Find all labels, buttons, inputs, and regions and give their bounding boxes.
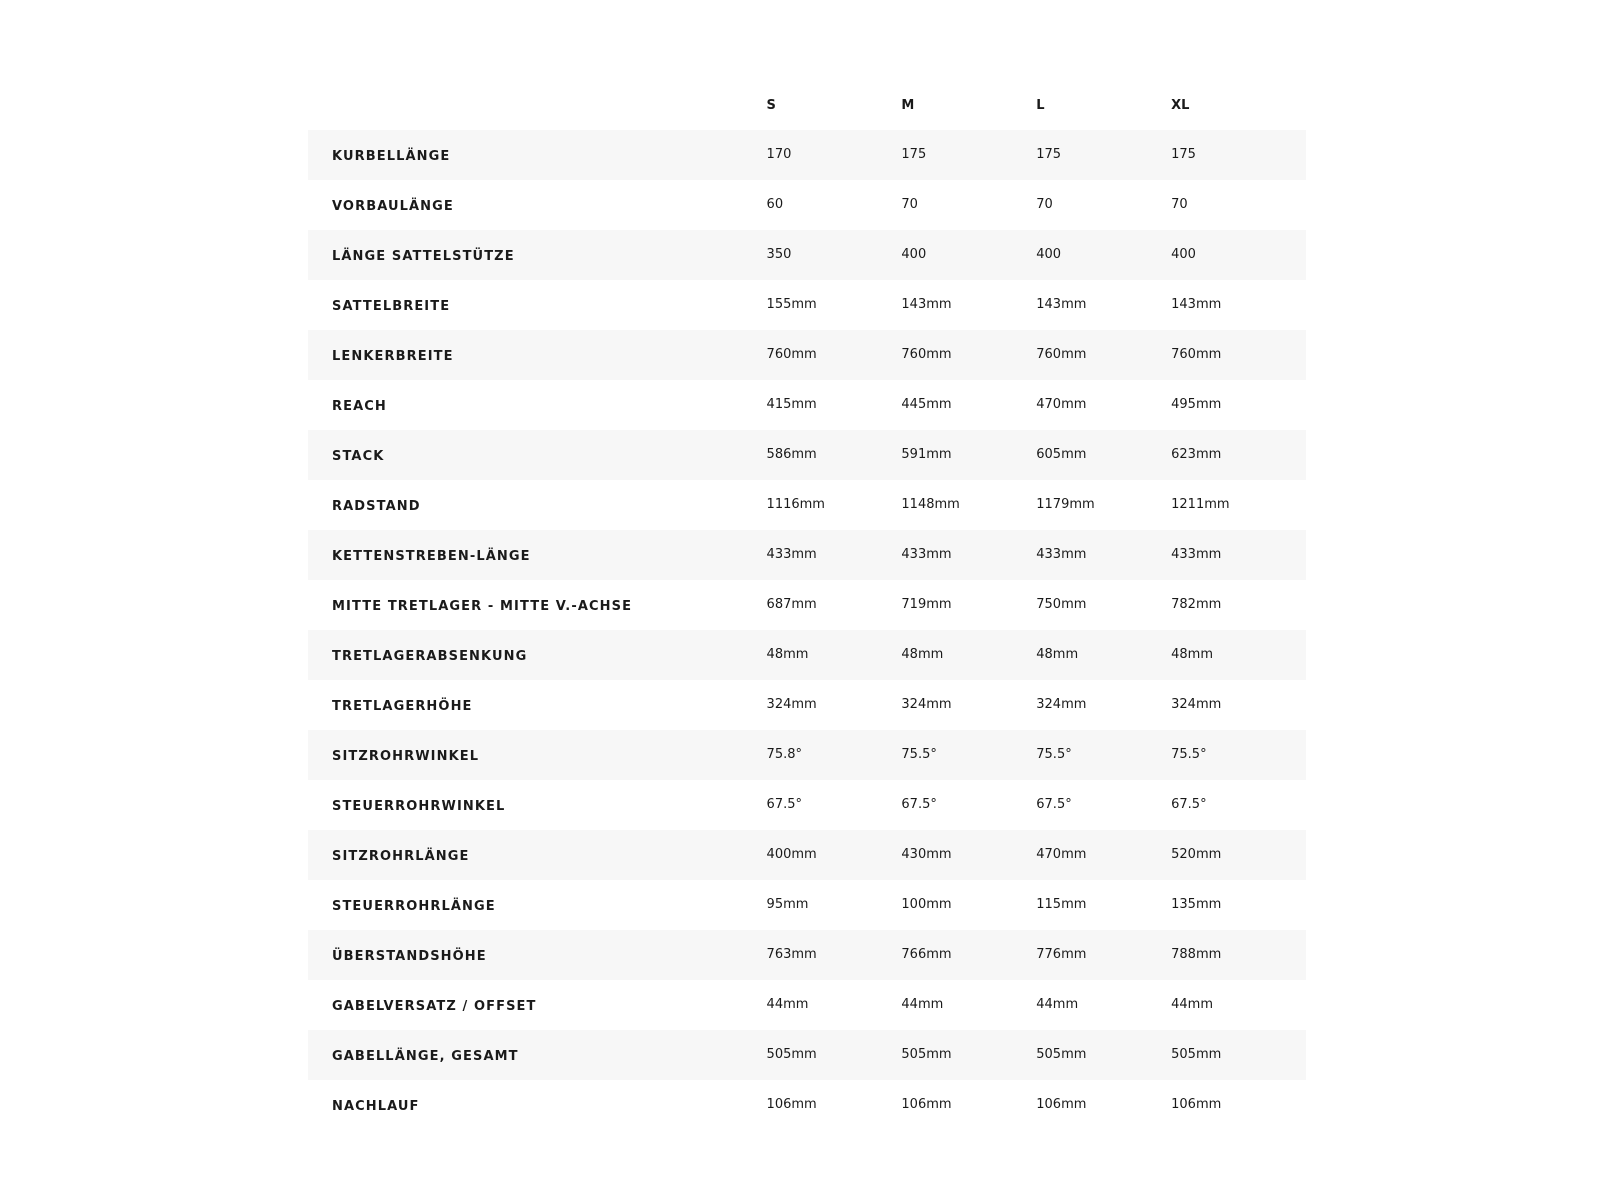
row-value-m: 433mm xyxy=(901,546,952,562)
row-value-m: 445mm xyxy=(901,396,952,412)
row-value-xl: 788mm xyxy=(1171,946,1222,962)
row-value-l: 48mm xyxy=(1036,646,1079,662)
row-label: MITTE TRETLAGER - MITTE V.-ACHSE xyxy=(332,598,633,614)
table-row xyxy=(308,580,1306,630)
table-row xyxy=(308,780,1306,830)
table-body xyxy=(308,130,1306,1130)
row-value-l: 505mm xyxy=(1036,1046,1087,1062)
row-value-s: 505mm xyxy=(766,1046,817,1062)
row-value-m: 1148mm xyxy=(901,496,960,512)
row-value-xl: 433mm xyxy=(1171,546,1222,562)
table-row xyxy=(308,330,1306,380)
row-value-s: 75.8° xyxy=(766,746,802,762)
row-value-xl: 520mm xyxy=(1171,846,1222,862)
row-value-m: 505mm xyxy=(901,1046,952,1062)
row-value-s: 760mm xyxy=(766,346,817,362)
table-row xyxy=(308,980,1306,1030)
row-value-s: 155mm xyxy=(766,296,817,312)
table-row xyxy=(308,130,1306,180)
row-label: RADSTAND xyxy=(332,498,421,514)
row-value-s: 324mm xyxy=(766,696,817,712)
row-value-m: 106mm xyxy=(901,1096,952,1112)
row-value-l: 67.5° xyxy=(1036,796,1072,812)
row-value-l: 776mm xyxy=(1036,946,1087,962)
row-value-m: 70 xyxy=(901,196,918,212)
table-header-row xyxy=(308,80,1306,130)
row-value-s: 400mm xyxy=(766,846,817,862)
row-value-xl: 400 xyxy=(1171,246,1196,262)
geometry-table xyxy=(308,80,1306,1130)
row-label: KETTENSTREBEN-LÄNGE xyxy=(332,548,531,564)
row-value-s: 106mm xyxy=(766,1096,817,1112)
row-value-m: 75.5° xyxy=(901,746,937,762)
table-row xyxy=(308,880,1306,930)
row-value-s: 687mm xyxy=(766,596,817,612)
table-row xyxy=(308,480,1306,530)
row-value-s: 415mm xyxy=(766,396,817,412)
table-row xyxy=(308,230,1306,280)
table-row xyxy=(308,930,1306,980)
row-value-l: 115mm xyxy=(1036,896,1087,912)
row-value-l: 75.5° xyxy=(1036,746,1072,762)
row-value-m: 44mm xyxy=(901,996,944,1012)
row-label: GABELLÄNGE, GESAMT xyxy=(332,1048,519,1064)
row-label: TRETLAGERHÖHE xyxy=(332,698,473,714)
row-label: REACH xyxy=(332,398,387,414)
row-value-l: 470mm xyxy=(1036,396,1087,412)
row-value-s: 48mm xyxy=(766,646,809,662)
table-row xyxy=(308,630,1306,680)
row-label: ÜBERSTANDSHÖHE xyxy=(332,948,487,964)
row-label: SITZROHRLÄNGE xyxy=(332,848,470,864)
size-header-xl: XL xyxy=(1171,97,1190,113)
size-header-l: L xyxy=(1036,97,1045,113)
row-value-xl: 44mm xyxy=(1171,996,1213,1012)
row-value-m: 766mm xyxy=(901,946,952,962)
row-label: LENKERBREITE xyxy=(332,348,454,364)
row-value-l: 70 xyxy=(1036,196,1053,212)
row-value-xl: 135mm xyxy=(1171,896,1222,912)
row-value-l: 605mm xyxy=(1036,446,1087,462)
row-value-m: 100mm xyxy=(901,896,952,912)
row-value-s: 95mm xyxy=(766,896,809,912)
row-value-xl: 70 xyxy=(1171,196,1188,212)
row-value-l: 760mm xyxy=(1036,346,1087,362)
table-row xyxy=(308,280,1306,330)
table-row xyxy=(308,530,1306,580)
size-header-m: M xyxy=(901,97,915,113)
row-value-l: 324mm xyxy=(1036,696,1087,712)
row-value-xl: 623mm xyxy=(1171,446,1222,462)
row-label: STACK xyxy=(332,448,385,464)
row-value-l: 750mm xyxy=(1036,596,1087,612)
row-value-xl: 760mm xyxy=(1171,346,1222,362)
row-value-xl: 505mm xyxy=(1171,1046,1222,1062)
row-value-xl: 67.5° xyxy=(1171,796,1207,812)
table-row xyxy=(308,680,1306,730)
row-value-s: 44mm xyxy=(766,996,809,1012)
table-row xyxy=(308,830,1306,880)
row-label: SITZROHRWINKEL xyxy=(332,748,480,764)
table-row xyxy=(308,1030,1306,1080)
row-value-xl: 1211mm xyxy=(1171,496,1230,512)
row-value-m: 67.5° xyxy=(901,796,937,812)
row-value-s: 170 xyxy=(766,146,792,162)
row-label: NACHLAUF xyxy=(332,1098,420,1114)
row-value-xl: 324mm xyxy=(1171,696,1222,712)
row-label: STEUERROHRWINKEL xyxy=(332,798,506,814)
row-value-m: 760mm xyxy=(901,346,952,362)
row-value-s: 60 xyxy=(766,196,784,212)
row-label: STEUERROHRLÄNGE xyxy=(332,898,496,914)
row-value-m: 430mm xyxy=(901,846,952,862)
row-value-l: 470mm xyxy=(1036,846,1087,862)
row-label: LÄNGE SATTELSTÜTZE xyxy=(332,248,515,264)
row-label: KURBELLÄNGE xyxy=(332,148,451,164)
row-value-xl: 782mm xyxy=(1171,596,1222,612)
row-value-xl: 495mm xyxy=(1171,396,1222,412)
table-row xyxy=(308,1080,1306,1130)
row-value-s: 586mm xyxy=(766,446,817,462)
row-value-l: 175 xyxy=(1036,146,1062,162)
table-row xyxy=(308,430,1306,480)
row-value-xl: 75.5° xyxy=(1171,746,1207,762)
row-label: TRETLAGERABSENKUNG xyxy=(332,648,528,664)
row-label: VORBAULÄNGE xyxy=(332,198,454,214)
row-value-l: 1179mm xyxy=(1036,496,1095,512)
row-value-l: 44mm xyxy=(1036,996,1079,1012)
row-value-l: 106mm xyxy=(1036,1096,1087,1112)
row-value-l: 433mm xyxy=(1036,546,1087,562)
row-value-s: 350 xyxy=(766,246,792,262)
row-value-m: 48mm xyxy=(901,646,944,662)
table-row xyxy=(308,380,1306,430)
row-value-s: 1116mm xyxy=(766,496,825,512)
row-value-m: 175 xyxy=(901,146,927,162)
row-value-m: 400 xyxy=(901,246,927,262)
row-value-s: 763mm xyxy=(766,946,817,962)
row-value-xl: 175 xyxy=(1171,146,1196,162)
row-value-xl: 48mm xyxy=(1171,646,1213,662)
row-value-xl: 143mm xyxy=(1171,296,1222,312)
size-header-s: S xyxy=(766,97,776,113)
row-value-s: 67.5° xyxy=(766,796,802,812)
table-row xyxy=(308,180,1306,230)
row-label: SATTELBREITE xyxy=(332,298,451,314)
row-label: GABELVERSATZ / OFFSET xyxy=(332,998,537,1014)
row-value-m: 143mm xyxy=(901,296,952,312)
row-value-m: 719mm xyxy=(901,596,952,612)
table-row xyxy=(308,730,1306,780)
row-value-s: 433mm xyxy=(766,546,817,562)
row-value-xl: 106mm xyxy=(1171,1096,1222,1112)
row-value-m: 591mm xyxy=(901,446,952,462)
row-value-m: 324mm xyxy=(901,696,952,712)
row-value-l: 143mm xyxy=(1036,296,1087,312)
row-value-l: 400 xyxy=(1036,246,1062,262)
